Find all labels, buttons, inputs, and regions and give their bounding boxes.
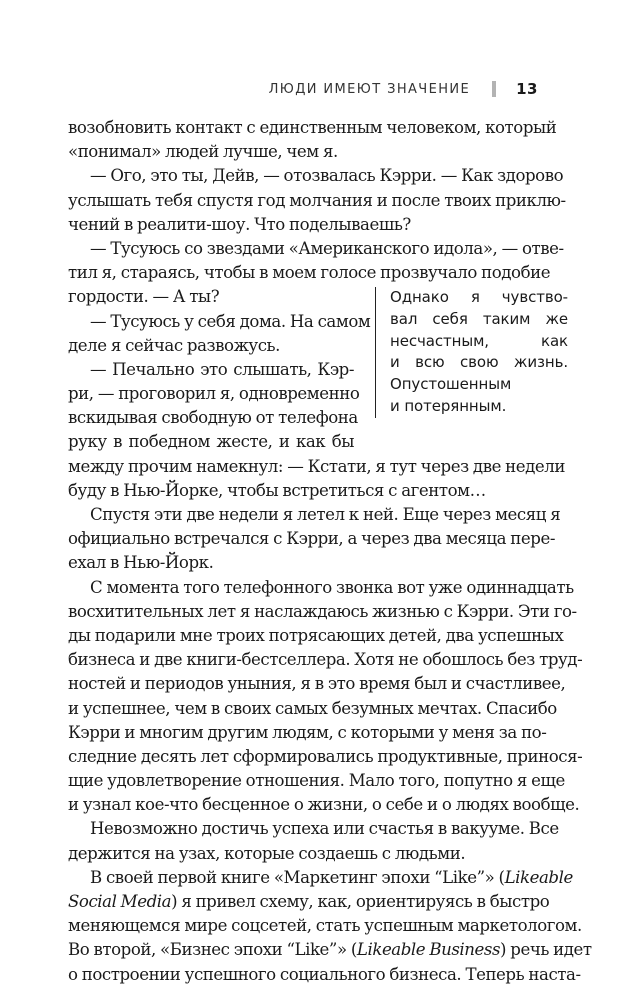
text-line: следние десять лет сформировались продуктивные, принося- — [68, 746, 583, 766]
text-line — [68, 817, 559, 841]
text-line — [68, 890, 550, 914]
running-title: ЛЮДИ ИМЕЮТ ЗНАЧЕНИЕ — [268, 81, 471, 97]
text-line: буду в Нью-Йорке, чтобы встретиться с агентом… — [68, 480, 486, 500]
text-line: и узнал кое-что бесценное о жизни, о себе и о людях вообще. — [68, 795, 580, 815]
text-line — [68, 503, 561, 527]
text-line: возобновить контакт с единственным человеком, который — [68, 118, 557, 137]
text-line: ды подарили мне троих потрясающих детей, два успешных — [68, 625, 564, 645]
text-run: — Тусуюсь у себя дома. На самом — [90, 311, 371, 331]
text-line: и успешнее, чем в своих самых безумных мечтах. Спасибо — [68, 698, 557, 718]
pull-quote-line: и потерянным. — [390, 396, 507, 415]
text-line: вскидывая свободную от телефона — [68, 408, 358, 428]
text-line: ехал в Нью-Йорк. — [68, 553, 214, 573]
pull-quote-line: и всю свою жизнь. — [390, 353, 568, 372]
text-run: ) речь идет — [500, 940, 592, 960]
text-line — [68, 576, 574, 600]
text-line: между прочим намекнул: — Кстати, я тут через две недели — [68, 456, 566, 476]
pull-quote-line: вал себя таким же — [390, 309, 568, 328]
pull-quote-line: несчастным, как — [390, 331, 568, 350]
text-line: деле я сейчас развожусь. — [68, 335, 280, 355]
text-line: меняющемся мире соцсетей, стать успешным маркетологом. — [68, 916, 582, 936]
page-number: 13 — [516, 80, 538, 98]
text-line: услышать тебя спустя год молчания и после твоих приклю- — [68, 190, 566, 210]
text-line: Кэрри и многим другим людям, с которыми у меня за по- — [68, 722, 547, 742]
text-line: «понимал» людей лучше, чем я. — [68, 142, 338, 162]
text-line: восхитительных лет я наслаждаюсь жизнью с Кэрри. Эти го- — [68, 601, 577, 621]
header-separator — [492, 81, 496, 97]
pull-quote-line: Однако я чувство- — [390, 288, 568, 306]
italic-title: Likeable — [504, 867, 573, 887]
text-line: руку в победном жесте, и как бы — [68, 432, 354, 452]
italic-title: Likeable Business — [356, 940, 501, 960]
pull-quote-line: Опустошенным — [390, 375, 512, 394]
text-line: ностей и периодов уныния, я в это время был и счастливее, — [68, 674, 566, 694]
text-line: щие удовлетворение отношения. Мало того, попутно я еще — [68, 771, 565, 791]
text-line: ри, — проговорил я, одновременно — [68, 384, 360, 404]
text-run: В своей первой книге «Маркетинг эпохи “Like”» ( — [90, 867, 505, 887]
body-text — [68, 116, 592, 987]
italic-title: Social Media — [68, 892, 172, 911]
text-line: бизнеса и две книги-бестселлера. Хотя не обошлось без труд- — [68, 650, 583, 670]
text-run: — Печально это слышать, Кэр- — [90, 359, 354, 379]
text-line — [68, 358, 354, 382]
text-line — [68, 938, 592, 962]
pull-quote — [375, 287, 568, 418]
text-line: чений в реалити-шоу. Что поделываешь? — [68, 214, 411, 234]
text-run: ) я привел схему, как, ориентируясь в быстро — [171, 892, 550, 911]
text-line: официально встречался с Кэрри, а через два месяца пере- — [68, 529, 555, 549]
text-run: — Тусуюсь со звездами «Американского идола», — отве- — [90, 238, 564, 258]
text-line: гордости. — А ты? — [68, 287, 220, 307]
text-line: о построении успешного социального бизнеса. Теперь наста- — [68, 964, 581, 984]
text-run: С момента того телефонного звонка вот уже одиннадцать — [90, 577, 574, 597]
text-line — [68, 866, 573, 890]
text-line: тил я, стараясь, чтобы в моем голосе прозвучало подобие — [68, 263, 551, 283]
text-line — [68, 310, 371, 334]
text-run: — Ого, это ты, Дейв, — отозвалась Кэрри. — Как здорово — [90, 166, 564, 186]
text-run: Во второй, «Бизнес эпохи “Like”» ( — [68, 940, 357, 960]
text-line — [68, 237, 564, 261]
text-line: держится на узах, которые создаешь с людьми. — [68, 843, 466, 863]
text-run: Спустя эти две недели я летел к ней. Еще через месяц я — [90, 505, 561, 524]
text-line — [68, 164, 564, 188]
text-run: Невозможно достичь успеха или счастья в вакууме. Все — [90, 819, 559, 839]
running-head — [269, 76, 538, 102]
